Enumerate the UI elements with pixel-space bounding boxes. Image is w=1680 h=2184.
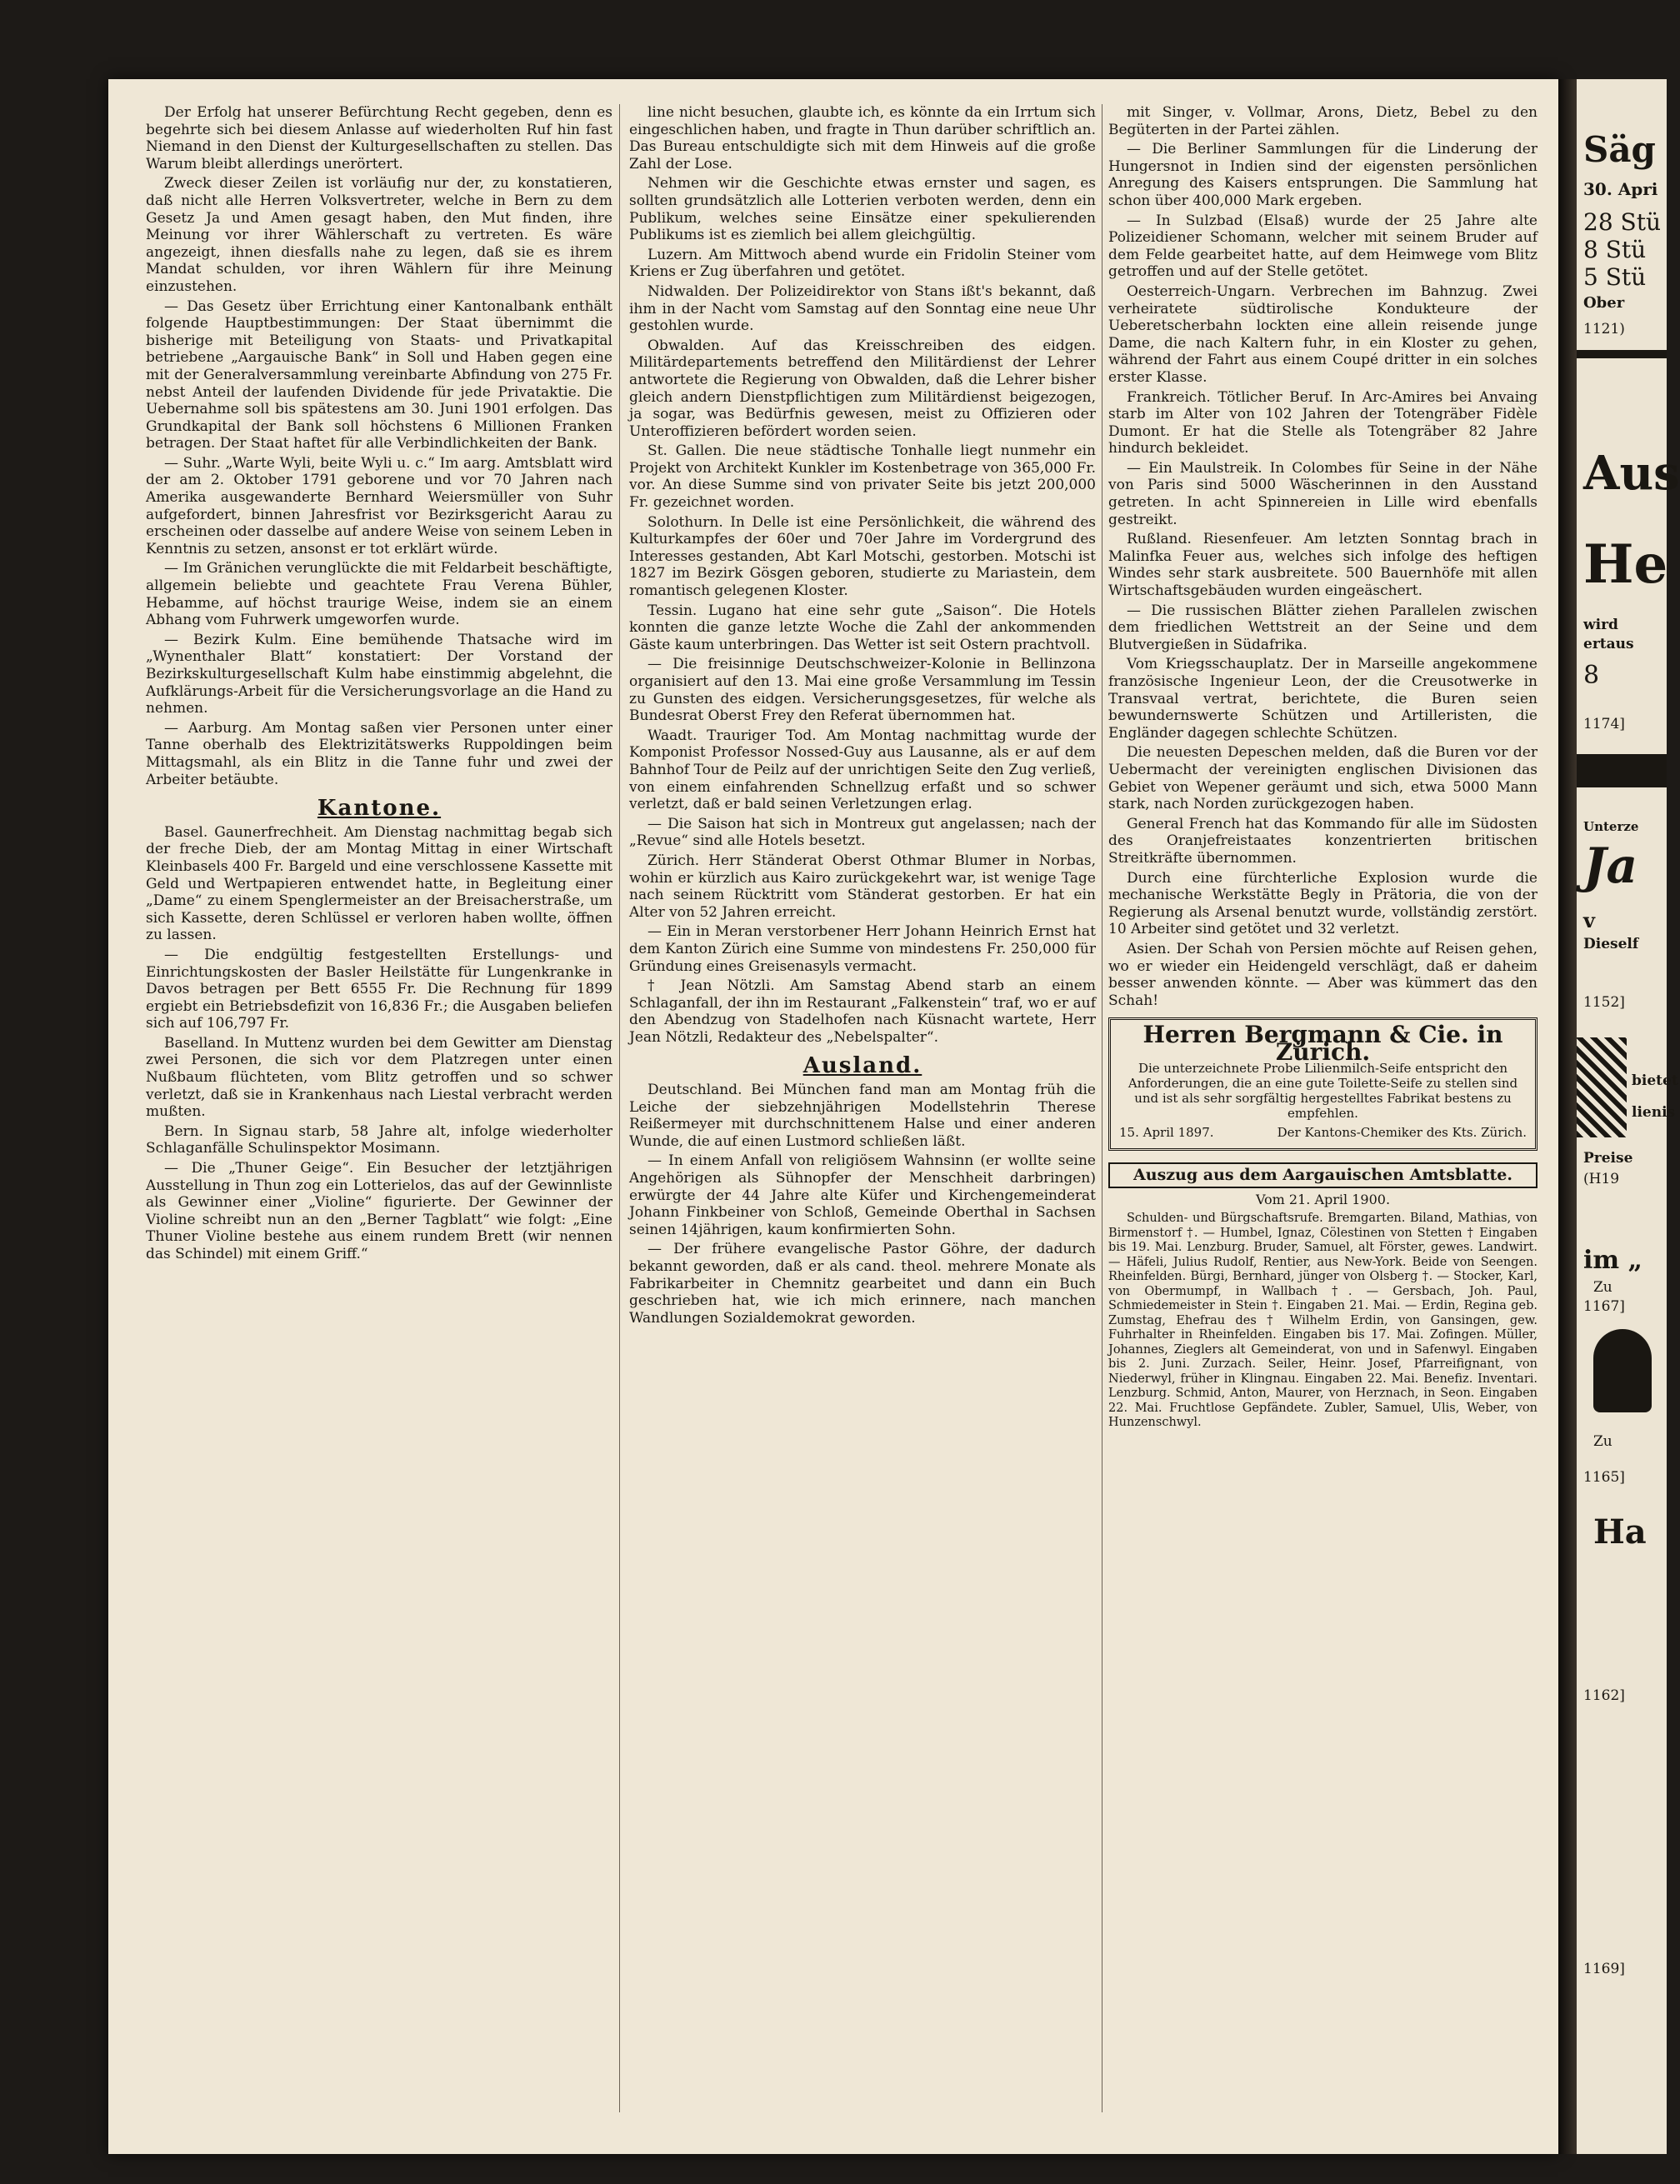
article-paragraph: — Aarburg. Am Montag saßen vier Personen unter einer Tanne oberhalb des Elektrizitätswerks Ruppoldingen beim Mittagsmahl, als ein Blitz in die Tanne fuhr und zwei der Arbeiter betäubte.: [146, 719, 612, 788]
fragment-text: He: [1583, 533, 1668, 596]
fragment-text: Dieself: [1583, 936, 1639, 952]
ad-date: 15. April 1897.: [1119, 1125, 1214, 1141]
fragment-text: 1121): [1583, 321, 1625, 337]
column-3: [1108, 104, 1538, 1433]
article-paragraph: St. Gallen. Die neue städtische Tonhalle liegt nunmehr ein Projekt von Architekt Kunkler im Kostenbetrage von 365,000 Fr. vor. An diese Summe sind von privater Seite bis jetzt 200,000 Fr. gezeichnet worden.: [629, 442, 1096, 512]
fragment-text: Säg: [1583, 129, 1656, 170]
book-gutter: [1558, 79, 1577, 2154]
ad-title: Herren Bergmann & Cie. in Zürich.: [1142, 1021, 1503, 1066]
ad-signer: Der Kantons-Chemiker des Kts. Zürich.: [1277, 1125, 1527, 1141]
fragment-text: 1162]: [1583, 1687, 1625, 1704]
article-paragraph: Durch eine fürchterliche Explosion wurde die mechanische Werkstätte Begly in Prätoria, die von der Regierung als Arsenal benutzt wurde, vollständig zerstört. 10 Arbeiter sind getötet und 32 verletzt.: [1108, 869, 1538, 938]
fragment-text: v: [1583, 908, 1595, 932]
fragment-text: 8: [1583, 661, 1600, 690]
article-paragraph: Zürich. Herr Ständerat Oberst Othmar Blumer in Norbas, wohin er kürzlich aus Kairo zurückgekehrt war, ist wenige Tage nach seinem Rücktritt vom Ständerat gestorben. Er hat ein Alter von 52 Jahren erreicht.: [629, 852, 1096, 921]
article-paragraph: Zweck dieser Zeilen ist vorläufig nur der, zu konstatieren, daß nicht alle Herren Volksvertreter, welche in Bern zu dem Gesetz Ja und Amen gesagt haben, den Mut finden, ihre Meinung vor ihrer Wählerschaft zu vertreten. Es wäre angezeigt, ihnen diesfalls nahe zu legen, daß sie es ihrem Mandat schulden, vor ihren Wählern für ihre Meinung einzustehen.: [146, 175, 612, 295]
article-paragraph: — Bezirk Kulm. Eine bemühende Thatsache wird im „Wynenthaler Blatt“ konstatiert: Der Vorstand der Bezirkskulturgesellschaft Kulm habe einstimmig abgelehnt, die Aufklärungs-Arbeit für die Versicherungsvorlage an die Hand zu nehmen.: [146, 631, 612, 717]
fragment-text: Aus: [1583, 446, 1680, 501]
fragment-text: 5 Stü: [1583, 263, 1647, 291]
fragment-text: Zu: [1593, 1279, 1612, 1296]
article-paragraph: — Im Gränichen verunglückte die mit Feldarbeit beschäftigte, allgemein beliebte und geachtete Frau Verena Bühler, Hebamme, auf höchst traurige Weise, indem sie an einem Abhang vom Fuhrwerk umgeworfen wurde.: [146, 560, 612, 629]
article-paragraph: General French hat das Kommando für alle im Südosten des Oranjefreistaates konzentrierten britischen Streitkräfte übernommen.: [1108, 815, 1538, 867]
fragment-text: Preise: [1583, 1150, 1633, 1167]
amtsblatt-text: Schulden- und Bürgschaftsrufe. Bremgarten. Biland, Mathias, von Birmenstorf †. — Humbel, Ignaz, Cölestinen von Stetten † Eingaben bis 19. Mai. Lenzburg. Bruder, Samuel, alt Förster, gewes. Landwirt. — Häfeli, Julius Rudolf, Rentier, aus New-York. Beide von Seengen. Rheinfelden. Bürgi, Bernhard, jünger von Olsberg †. — Stocker, Karl, von Obermumpf, in Wallbach †. — Gersbach, Joh. Paul, Schmiedemeister in Stein †. Eingaben 21. Mai. — Erdin, Regina geb. Zumstag, Ehefrau des † Wilhelm Erdin, von Gansingen, gew. Fuhrhalter in Rheinfelden. Eingaben bis 17. Mai. Zofingen. Müller, Johannes, Zieglers alt Gemeinderat, von und in Safenwyl. Eingaben bis 2. Juni. Zurzach. Seiler, Heinr. Josef, Pfarreifignant, von Niederwyl, früher in Klingnau. Eingaben 22. Mai. Benefiz. Inventari. Lenzburg. Schmid, Anton, Maurer, von Herznach, in Seon. Eingaben 22. Mai. Fruchtlose Gepfändete. Zubler, Samuel, Ulis, Weber, von Hunzenschwyl.: [1108, 1212, 1538, 1430]
article-paragraph: mit Singer, v. Vollmar, Arons, Dietz, Bebel zu den Begüterten in der Partei zählen.: [1108, 104, 1538, 138]
fragment-text: Zu: [1593, 1433, 1612, 1450]
ad-text: Die unterzeichnete Probe Lilienmilch-Seife entspricht den Anforderungen, die an eine gute Toilette-Seife zu stellen sind und ist als sehr sorgfältig hergestelltes Fabrikat bestens zu empfehlen.: [1128, 1061, 1518, 1122]
article-paragraph: — Die endgültig festgestellten Erstellungs- und Einrichtungskosten der Basler Heilstätte für Lungenkranke in Davos betragen per Bett 6555 Fr. Die Rechnung für 1899 ergiebt ein Betriebsdefizit von 16,836 Fr.; die Ausgaben beliefen sich auf 106,797 Fr.: [146, 946, 612, 1032]
fragment-text: 28 Stü: [1583, 208, 1661, 236]
article-paragraph: Waadt. Trauriger Tod. Am Montag nachmittag wurde der Komponist Professor Nossed-Guy aus Lausanne, als er auf dem Bahnhof Tour de Peilz auf der unrichtigen Seite den Zug verließ, von einem einfahrenden Schnellzug erfaßt und so schwer verletzt, daß er bald seinen Verletzungen erlag.: [629, 727, 1096, 813]
column-2: [629, 104, 1096, 1329]
article-paragraph: Obwalden. Auf das Kreisschreiben des eidgen. Militärdepartements betreffend den Militärdienst der Lehrer antwortete die Regierung von Obwalden, daß die Lehrer bisher gleich andern Dienstpflichtigen zum Militärdienst beigezogen, ja sogar, was Bedürfnis gewesen, meist zu Offizieren oder Unteroffizieren befördert worden seien.: [629, 337, 1096, 440]
fragment-text: 1152]: [1583, 994, 1625, 1011]
advertisement-bergmann: [1108, 1017, 1538, 1151]
section-heading-ausland: Ausland.: [802, 1053, 922, 1079]
fragment-rule: [1577, 754, 1667, 787]
article-paragraph: — Die Berliner Sammlungen für die Linderung der Hungersnot in Indien sind der eigensten persönlichen Anregung des Kaisers entsprungen. Die Sammlung hat schon über 400,000 Mark ergeben.: [1108, 141, 1538, 209]
article-paragraph: — Der frühere evangelische Pastor Göhre, der dadurch bekannt geworden, daß er als cand. theol. mehrere Monate als Fabrikarbeiter in Chemnitz gearbeitet und dann ein Buch geschrieben hat, wie ich mich erinnere, nach manchen Wandlungen Sozialdemokrat geworden.: [629, 1241, 1096, 1327]
fragment-text: (H19: [1583, 1171, 1620, 1187]
column-1: [146, 104, 612, 1266]
fragment-text: 1174]: [1583, 716, 1625, 732]
article-paragraph: † Jean Nötzli. Am Samstag Abend starb an einem Schlaganfall, der ihn im Restaurant „Falkenstein“ traf, wo er auf den Abendzug von Stadelhofen nach Küsnacht wartete, Herr Jean Nötzli, Redakteur des „Nebelspalter“.: [629, 977, 1096, 1046]
article-paragraph: Frankreich. Tötlicher Beruf. In Arc-Amires bei Anvaing starb im Alter von 102 Jahren der Totengräber Fidèle Dumont. Er hat die Stelle als Totengräber 82 Jahre hindurch bekleidet.: [1108, 388, 1538, 457]
article-paragraph: — Die russischen Blätter ziehen Parallelen zwischen dem friedlichen Wettstreit an der Seine und dem Blutvergießen in Südafrika.: [1108, 602, 1538, 653]
fragment-text: 8 Stü: [1583, 236, 1647, 263]
adjacent-page-fragment: [1577, 79, 1680, 2154]
article-paragraph: Asien. Der Schah von Persien möchte auf Reisen gehen, wo er wieder ein Heidengeld verschlägt, daß er daheim besser anwenden könnte. — Aber was kümmert das den Schah!: [1108, 940, 1538, 1009]
fragment-rule: [1577, 350, 1667, 358]
section-heading-kantone: Kantone.: [317, 796, 442, 822]
article-paragraph: Die neuesten Depeschen melden, daß die Buren vor der Uebermacht der vereinigten englischen Divisionen das Gebiet von Wepener geräumt und sich, etwa 5000 Mann stark, nach Norden zurückgezogen haben.: [1108, 744, 1538, 813]
newspaper-page: [108, 79, 1558, 2154]
article-paragraph: — Das Gesetz über Errichtung einer Kantonalbank enthält folgende Hauptbestimmungen: Der Staat übernimmt die bisherige mit Beteiligung von Staats- und Privatkapital betriebene „Aargauische Bank“ in Soll und Haben gegen eine mit der Generalversammlung vereinbarte Abfindung von 275 Fr. nebst Anteil der laufenden Dividende für jede Privataktie. Die Uebernahme soll bis spätestens am 30. Juni 1901 erfolgen. Das Grundkapital der Bank soll höchstens 6 Millionen Franken betragen. Der Staat haftet für alle Verbindlichkeiten der Bank.: [146, 297, 612, 452]
article-paragraph: Nehmen wir die Geschichte etwas ernster und sagen, es sollten grundsätzlich alle Lotterien verboten werden, denn ein Publikum, welches seine Einsätze einer spekulierenden Publikums ist es ziemlich bei allem gleichgültig.: [629, 175, 1096, 244]
article-paragraph: — In einem Anfall von religiösem Wahnsinn (er wollte seine Angehörigen als Sühnopfer der Menschheit darbringen) erwürgte der 44 Jahre alte Küfer und Kirchengemeinderat Johann Finkbeiner von Schloß, Gemeinde Oberthal in Sachsen seinen 14jährigen, kaum konfirmierten Sohn.: [629, 1152, 1096, 1238]
article-paragraph: — Suhr. „Warte Wyli, beite Wyli u. c.“ Im aarg. Amtsblatt wird der am 2. Oktober 1791 geborene und vor 70 Jahren nach Amerika ausgewanderte Bernhard Weiersmüller von Suhr aufgefordert, binnen Jahresfrist vor Bezirksgericht Aarau zu erscheinen oder dasselbe auf andere Weise von seinem Leben in Kenntnis zu setzen, ansonst er tot erklärt würde.: [146, 454, 612, 557]
article-paragraph: — Die freisinnige Deutschschweizer-Kolonie in Bellinzona organisiert auf den 13. Mai eine große Versammlung im Tessin zu Gunsten des eidgen. Versicherungsgesetzes, für welche als Bundesrat Oberst Frey den Referat übernommen hat.: [629, 656, 1096, 725]
column-rule: [619, 104, 620, 2112]
fragment-text: Ja: [1583, 837, 1638, 894]
fragment-text: 1167]: [1583, 1298, 1625, 1315]
fragment-text: im „: [1583, 1246, 1642, 1275]
article-paragraph: Der Erfolg hat unserer Befürchtung Recht gegeben, denn es begehrte sich bei diesem Anlasse auf wiederholten Ruf hin fast Niemand in den Dienst der Kulturgesellschaften zu stellen. Das Warum bleibt allerdings unerörtert.: [146, 104, 612, 172]
article-paragraph: — Ein in Meran verstorbener Herr Johann Heinrich Ernst hat dem Kanton Zürich eine Summe von mindestens Fr. 250,000 für Gründung eines Greisenasyls vermacht.: [629, 923, 1096, 975]
fragment-text: 30. Apri: [1583, 179, 1658, 199]
article-paragraph: — In Sulzbad (Elsaß) wurde der 25 Jahre alte Polizeidiener Schomann, welcher mit seinem Bruder auf dem Felde gearbeitet hatte, auf dem Heimwege vom Blitz getroffen und auf der Stelle getötet.: [1108, 212, 1538, 281]
fragment-text: Ober: [1583, 294, 1625, 312]
fragment-text: Unterze: [1583, 819, 1639, 834]
fragment-text: wird: [1583, 617, 1618, 633]
amtsblatt-date: Vom 21. April 1900.: [1255, 1191, 1391, 1207]
article-paragraph: Luzern. Am Mittwoch abend wurde ein Fridolin Steiner vom Kriens er Zug überfahren und getötet.: [629, 246, 1096, 281]
fragment-text: lienis: [1632, 1104, 1676, 1121]
article-paragraph: — Die „Thuner Geige“. Ein Besucher der letztjährigen Ausstellung in Thun zog ein Lotterielos, das auf der Gewinnliste als Gewinner einer „Violine“ figurierte. Der Gewinner der Violine schreibt nun an den „Berner Tagblatt“ wie folgt: „Eine Thuner Violine bestehe aus einem rundem Brett (wir nennen das Schindel) mit einem Griff.“: [146, 1160, 612, 1262]
fragment-text: bietet: [1632, 1072, 1678, 1089]
article-paragraph: Solothurn. In Delle ist eine Persönlichkeit, die während des Kulturkampfes der 60er und 70er Jahre im Vordergrund des Interesses gestanden, Abt Karl Motschi, gestorben. Motschi ist 1827 im Bezirk Gösgen geboren, studierte zu Mariastein, dem romantisch gelegenen Kloster.: [629, 513, 1096, 600]
article-paragraph: — Ein Maulstreik. In Colombes für Seine in der Nähe von Paris sind 5000 Wäscherinnen in den Ausstand getreten. In acht Spinnereien in Lille wird ebenfalls gestreikt.: [1108, 459, 1538, 528]
fragment-text: 1165]: [1583, 1469, 1625, 1486]
ad-signature: [1119, 1124, 1527, 1142]
article-paragraph: Oesterreich-Ungarn. Verbrechen im Bahnzug. Zwei verheiratete südtirolische Kondukteure der Ueberetscherbahn lockten eine allein reisende junge Dame, die nach Kaltern fuhr, in ein Kloster zu gehen, während der Fahrt aus einem Coupé dritter in ein solches erster Klasse.: [1108, 282, 1538, 386]
article-paragraph: line nicht besuchen, glaubte ich, es könnte da ein Irrtum sich eingeschlichen haben, und fragte in Thun darüber schriftlich an. Das Bureau entschuldigte sich mit dem Hinweis auf die große Zahl der Lose.: [629, 104, 1096, 172]
fragment-text: Ha: [1593, 1512, 1647, 1552]
article-paragraph: Baselland. In Muttenz wurden bei dem Gewitter am Dienstag zwei Personen, die sich vor dem Platzregen unter einen Nußbaum flüchteten, vom Blitz getroffen und so schwer verletzt, daß sie in Krankenhaus nach Liestal verbracht werden mußten.: [146, 1034, 612, 1121]
article-paragraph: Bern. In Signau starb, 58 Jahre alt, infolge wiederholter Schlaganfälle Schulinspektor Mosimann.: [146, 1122, 612, 1157]
article-paragraph: Nidwalden. Der Polizeidirektor von Stans ißt's bekannt, daß ihm in der Nacht vom Samstag auf den Sonntag eine neue Uhr gestohlen wurde.: [629, 282, 1096, 335]
fragment-text: 1169]: [1583, 1961, 1625, 1977]
fragment-illustration: [1593, 1329, 1652, 1412]
article-paragraph: Vom Kriegsschauplatz. Der in Marseille angekommene französische Ingenieur Leon, der die Creusotwerke in Transvaal vertrat, berichtete, die Buren seien bewundernswerte Schützen und Artilleristen, die Engländer dagegen schlechte Schützen.: [1108, 656, 1538, 742]
article-paragraph: — Die Saison hat sich in Montreux gut angelassen; nach der „Revue“ sind alle Hotels besetzt.: [629, 815, 1096, 850]
article-paragraph: Rußland. Riesenfeuer. Am letzten Sonntag brach in Malinfka Feuer aus, welches sich infolge des heftigen Windes sehr stark ausbreitete. 500 Bauernhöfe mit allen Wirtschaftsgebäuden wurden eingeäschert.: [1108, 531, 1538, 600]
article-paragraph: Tessin. Lugano hat eine sehr gute „Saison“. Die Hotels konnten die ganze letzte Woche die Zahl der ankommenden Gäste kaum unterbringen. Das Wetter ist seit Ostern prachtvoll.: [629, 602, 1096, 653]
article-paragraph: Deutschland. Bei München fand man am Montag früh die Leiche der siebzehnjährigen Modellstehrin Therese Reißermeyer mit durchschnittenem Halse und einer anderen Wunde, die auf einen Lustmord schließen läßt.: [629, 1082, 1096, 1150]
fragment-text: ertaus: [1583, 636, 1634, 652]
article-paragraph: Basel. Gaunerfrechheit. Am Dienstag nachmittag begab sich der freche Dieb, der am Montag Mittag in einer Wirtschaft Kleinbasels 400 Fr. Bargeld und eine verschlossene Kassette mit Geld und Wertpapieren entwendet hatte, in Begleitung einer „Dame“ zu einem Spenglermeister an der Breisacherstraße, um sich Kassette, deren Schlüssel er verloren haben wollte, öffnen zu lassen.: [146, 823, 612, 944]
amtsblatt-heading: Auszug aus dem Aargauischen Amtsblatte.: [1108, 1162, 1538, 1188]
fragment-ornament: [1577, 1037, 1627, 1137]
